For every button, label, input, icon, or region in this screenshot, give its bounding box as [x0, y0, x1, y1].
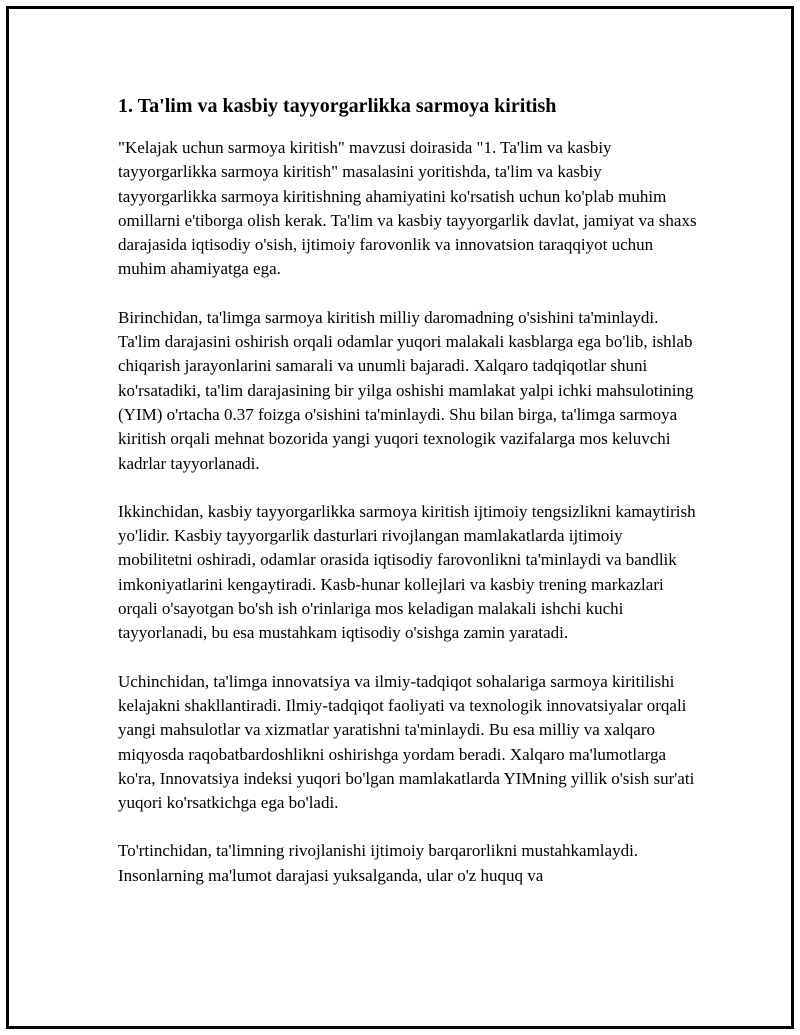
paragraph-first-point: Birinchidan, ta'limga sarmoya kiritish milliy daromadning o'sishini ta'minlaydi. Ta'lim darajasini oshirish orqali odamlar yuqori malakali kasblarga ega bo'lib, ishlab chiqarish jarayonlarini samarali va unumli bajaradi. Xalqaro tadqiqotlar shuni ko'rsatadiki, ta'lim darajasining bir yilga oshishi mamlakat yalpi ichki mahsulotining (YIM) o'rtacha 0.37 foizga o'sishini ta'minlaydi. Shu bilan birga, ta'limga sarmoya kiritish orqali mehnat bozorida yangi yuqori texnologik vazifalarga mos keluvchi kadrlar tayyorlanadi.: [118, 307, 694, 473]
paragraph-second-point: Ikkinchidan, kasbiy tayyorgarlikka sarmoya kiritish ijtimoiy tengsizlikni kamaytirish yo'lidir. Kasbiy tayyorgarlik dasturlari rivojlangan mamlakatlarda ijtimoiy mobilitetni oshiradi, odamlar orasida iqtisodiy farovonlikni ta'minlaydi va bandlik imkoniyatlarini kengaytiradi. Kasb-hunar kollejlari va kasbiy trening markazlari orqali o'sayotgan bo'sh ish o'rinlariga mos keladigan malakali ishchi kuchi tayyorlanadi, bu esa mustahkam iqtisodiy o'sishga zamin yaratadi.: [118, 501, 696, 643]
paragraph-fourth-point: To'rtinchidan, ta'limning rivojlanishi ijtimoiy barqarorlikni mustahkamlaydi. Insonlarning ma'lumot darajasi yuksalganda, ular o'z huquq va: [118, 841, 639, 885]
document-body: [118, 93, 698, 912]
paragraph-third-point: Uchinchidan, ta'limga innovatsiya va ilmiy-tadqiqot sohalariga sarmoya kiritilishi kelajakni shakllantiradi. Ilmiy-tadqiqot faoliyati va texnologik innovatsiyalar orqali yangi mahsulotlar va xizmatlar yaratishni ta'minlaydi. Bu esa milliy va xalqaro miqyosda raqobatbardoshlikni oshirishga yordam beradi. Xalqaro ma'lumotlarga ko'ra, Innovatsiya indeksi yuqori bo'lgan mamlakatlarda YIMning yillik o'sish sur'ati yuqori ko'rsatkichga ega bo'ladi.: [118, 671, 695, 813]
section-heading: 1. Ta'lim va kasbiy tayyorgarlikka sarmoya kiritish: [118, 95, 557, 117]
paragraph-intro: "Kelajak uchun sarmoya kiritish" mavzusi doirasida "1. Ta'lim va kasbiy tayyorgarlikka sarmoya kiritish" masalasini yoritishda, ta'lim va kasbiy tayyorgarlikka sarmoya kiritishning ahamiyatini ko'rsatish uchun ko'plab muhim omillarni e'tiborga olish kerak. Ta'lim va kasbiy tayyorgarlik davlat, jamiyat va shaxs darajasida iqtisodiy o'sish, ijtimoiy farovonlik va innovatsion taraqqiyot uchun muhim ahamiyatga ega.: [118, 138, 697, 279]
